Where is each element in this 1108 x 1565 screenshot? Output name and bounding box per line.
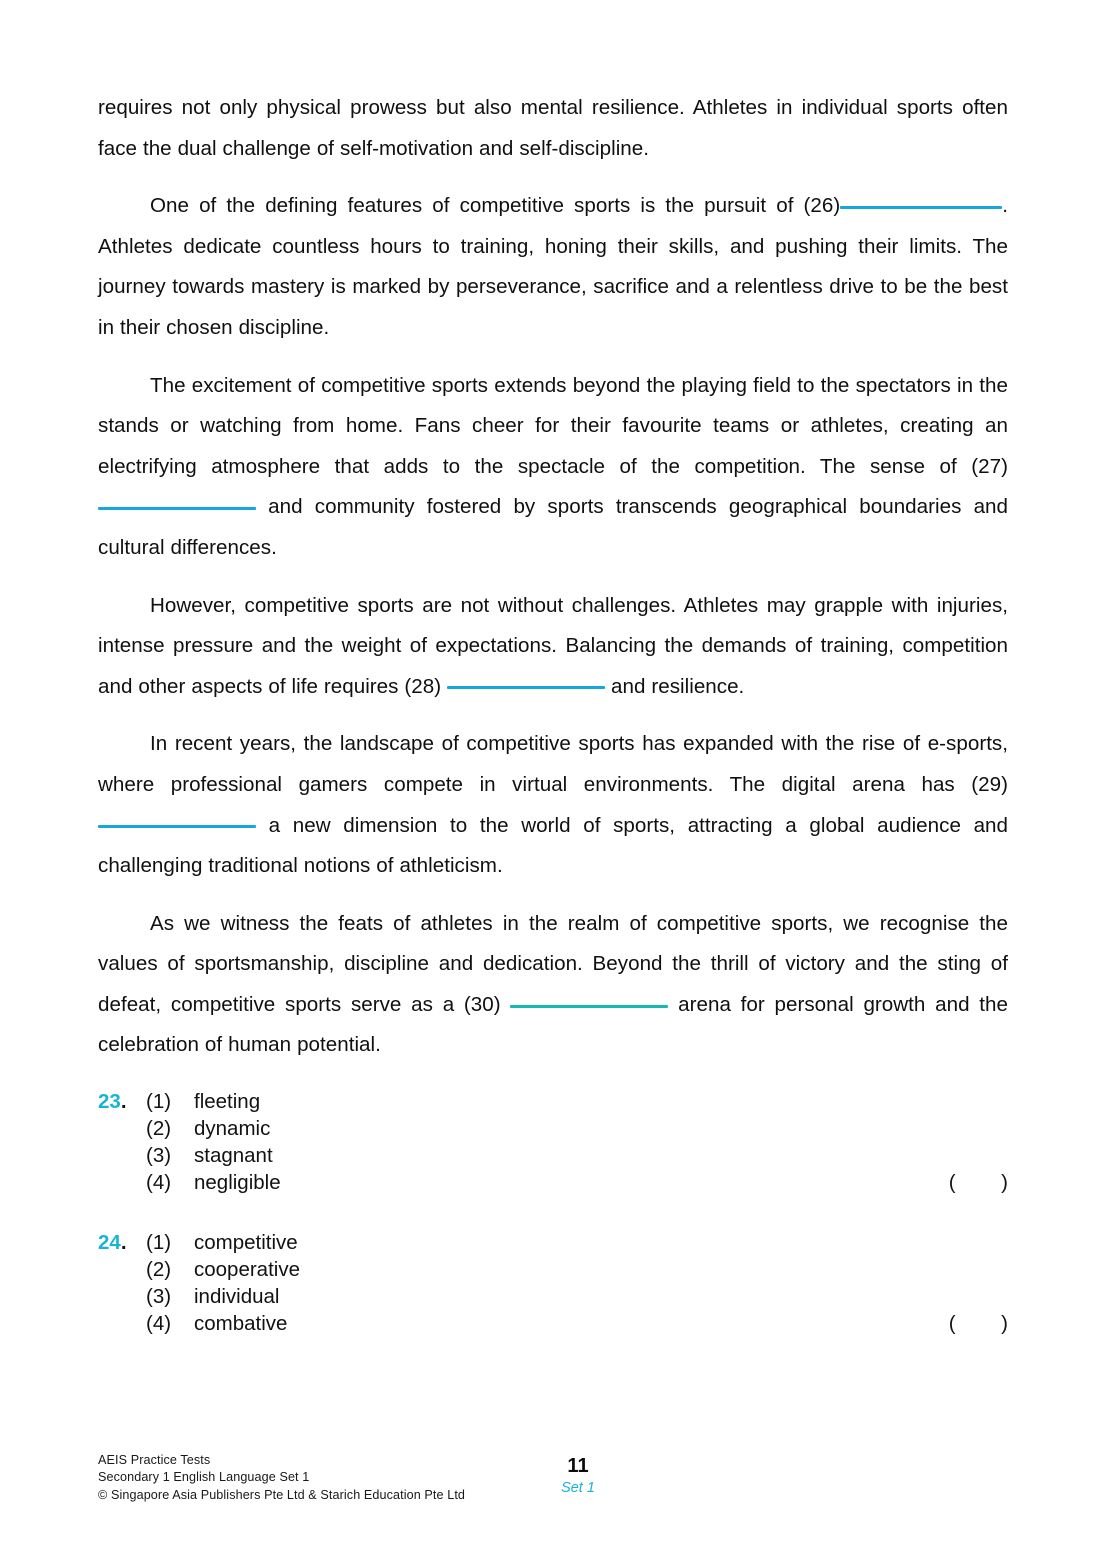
question-number-24-dot: . (120, 1231, 127, 1254)
option-text: competitive (194, 1231, 298, 1254)
question-24-options (146, 1229, 1008, 1337)
answer-bracket-open: ( (948, 1312, 956, 1335)
question-list (98, 1088, 1008, 1370)
paragraph-1-text: requires not only physical prowess but also mental resilience. Athletes in individual sports often face the dual challenge of self-motivation and self-discipline. (98, 96, 1008, 160)
footer-credits (98, 1452, 465, 1504)
footer-line-copyright: © Singapore Asia Publishers Pte Ltd & Starich Education Pte Ltd (98, 1487, 466, 1502)
option-text: negligible (194, 1171, 281, 1194)
page-footer (98, 1452, 1008, 1510)
paragraph-6-text-after-blank-30: arena for personal growth and the celebration of human potential. (98, 992, 1008, 1057)
option-row[interactable] (146, 1115, 1008, 1142)
option-row[interactable] (146, 1088, 1008, 1115)
paragraph-4-text-after-blank-28: and resilience. (605, 674, 745, 698)
answer-box-23[interactable] (949, 1169, 1008, 1196)
option-row[interactable] (146, 1169, 1008, 1196)
option-row[interactable] (146, 1142, 1008, 1169)
option-row[interactable] (146, 1283, 1008, 1310)
option-label: (1) (146, 1090, 172, 1113)
option-text: dynamic (194, 1117, 271, 1140)
answer-blank-30[interactable] (510, 990, 668, 1011)
paragraph-4-text-before-blank-28: However, competitive sports are not without challenges. Athletes may grapple with injuries, intense pressure and the weight of expectations. Balancing the demands of training, competition and other aspects of life requires (28) (98, 593, 1008, 698)
passage-body (98, 88, 1008, 1083)
paragraph-5-text-after-blank-29: a new dimension to the world of sports, attracting a global audience and challenging traditional notions of athleticism. (98, 813, 1008, 878)
question-23-options (146, 1088, 1008, 1196)
answer-blank-29[interactable] (98, 811, 256, 832)
page-number: 11 (567, 1455, 589, 1477)
paragraph-5-text-before-blank-29: In recent years, the landscape of competitive sports has expanded with the rise of e-sports, where professional gamers compete in virtual environments. The digital arena has (29) (98, 732, 1008, 796)
answer-blank-28[interactable] (447, 672, 605, 693)
question-number-23 (98, 1088, 142, 1115)
paragraph-3-text-after-blank-27: and community fostered by sports transcends geographical boundaries and cultural differences. (98, 495, 1008, 559)
paragraph-2-text-before-blank-26: One of the defining features of competitive sports is the pursuit of (26) (150, 194, 841, 218)
answer-bracket-open: ( (948, 1171, 956, 1194)
passage-paragraph-2 (98, 186, 1008, 348)
option-label: (1) (146, 1231, 172, 1254)
paragraph-2-text-after-blank-26: . Athletes dedicate countless hours to training, honing their skills, and pushing their limits. The journey towards mastery is marked by perseverance, sacrifice and a relentless drive to be the best in their chosen discipline. (98, 194, 1008, 339)
footer-page-block (518, 1454, 638, 1498)
option-text: fleeting (194, 1090, 261, 1113)
option-label: (3) (146, 1285, 172, 1308)
passage-paragraph-4 (98, 586, 1008, 708)
option-text: combative (194, 1312, 288, 1335)
option-label: (2) (146, 1117, 172, 1140)
footer-line-title: AEIS Practice Tests (98, 1453, 211, 1467)
question-number-23-value: 23 (98, 1090, 121, 1113)
option-label: (2) (146, 1258, 172, 1281)
paragraph-6-text-before-blank-30: As we witness the feats of athletes in the realm of competitive sports, we recognise the values of sportsmanship, discipline and dedication. Beyond the thrill of victory and the sting of defeat, competitive sports serve as a (30) (98, 911, 1008, 1016)
option-text: individual (194, 1285, 280, 1308)
option-label: (4) (146, 1171, 172, 1194)
passage-paragraph-1 (98, 88, 1008, 169)
footer-line-subject: Secondary 1 English Language Set 1 (98, 1470, 310, 1485)
answer-bracket-close: ) (1001, 1171, 1008, 1194)
option-row[interactable] (146, 1256, 1008, 1283)
question-item-23 (98, 1088, 1008, 1196)
option-label: (3) (146, 1144, 172, 1167)
answer-blank-27[interactable] (98, 493, 256, 514)
option-text: stagnant (194, 1144, 273, 1167)
question-item-24 (98, 1229, 1008, 1337)
set-label: Set 1 (561, 1480, 595, 1496)
option-row[interactable] (146, 1229, 1008, 1256)
answer-bracket-close: ) (1001, 1312, 1008, 1335)
answer-box-24[interactable] (949, 1310, 1008, 1337)
passage-paragraph-6 (98, 904, 1008, 1066)
question-number-24-value: 24 (98, 1231, 121, 1254)
option-text: cooperative (194, 1258, 300, 1281)
question-number-24 (98, 1229, 142, 1256)
option-row[interactable] (146, 1310, 1008, 1337)
paragraph-3-text-before-blank-27: The excitement of competitive sports extends beyond the playing field to the spectators in the stands or watching from home. Fans cheer for their favourite teams or athletes, creating an electrifying atmosphere that adds to the spectacle of the competition. The sense of (27) (98, 373, 1008, 478)
passage-paragraph-3 (98, 366, 1008, 569)
question-number-23-dot: . (120, 1090, 127, 1113)
option-label: (4) (146, 1312, 172, 1335)
answer-blank-26[interactable] (840, 192, 1002, 213)
passage-paragraph-5 (98, 724, 1008, 886)
